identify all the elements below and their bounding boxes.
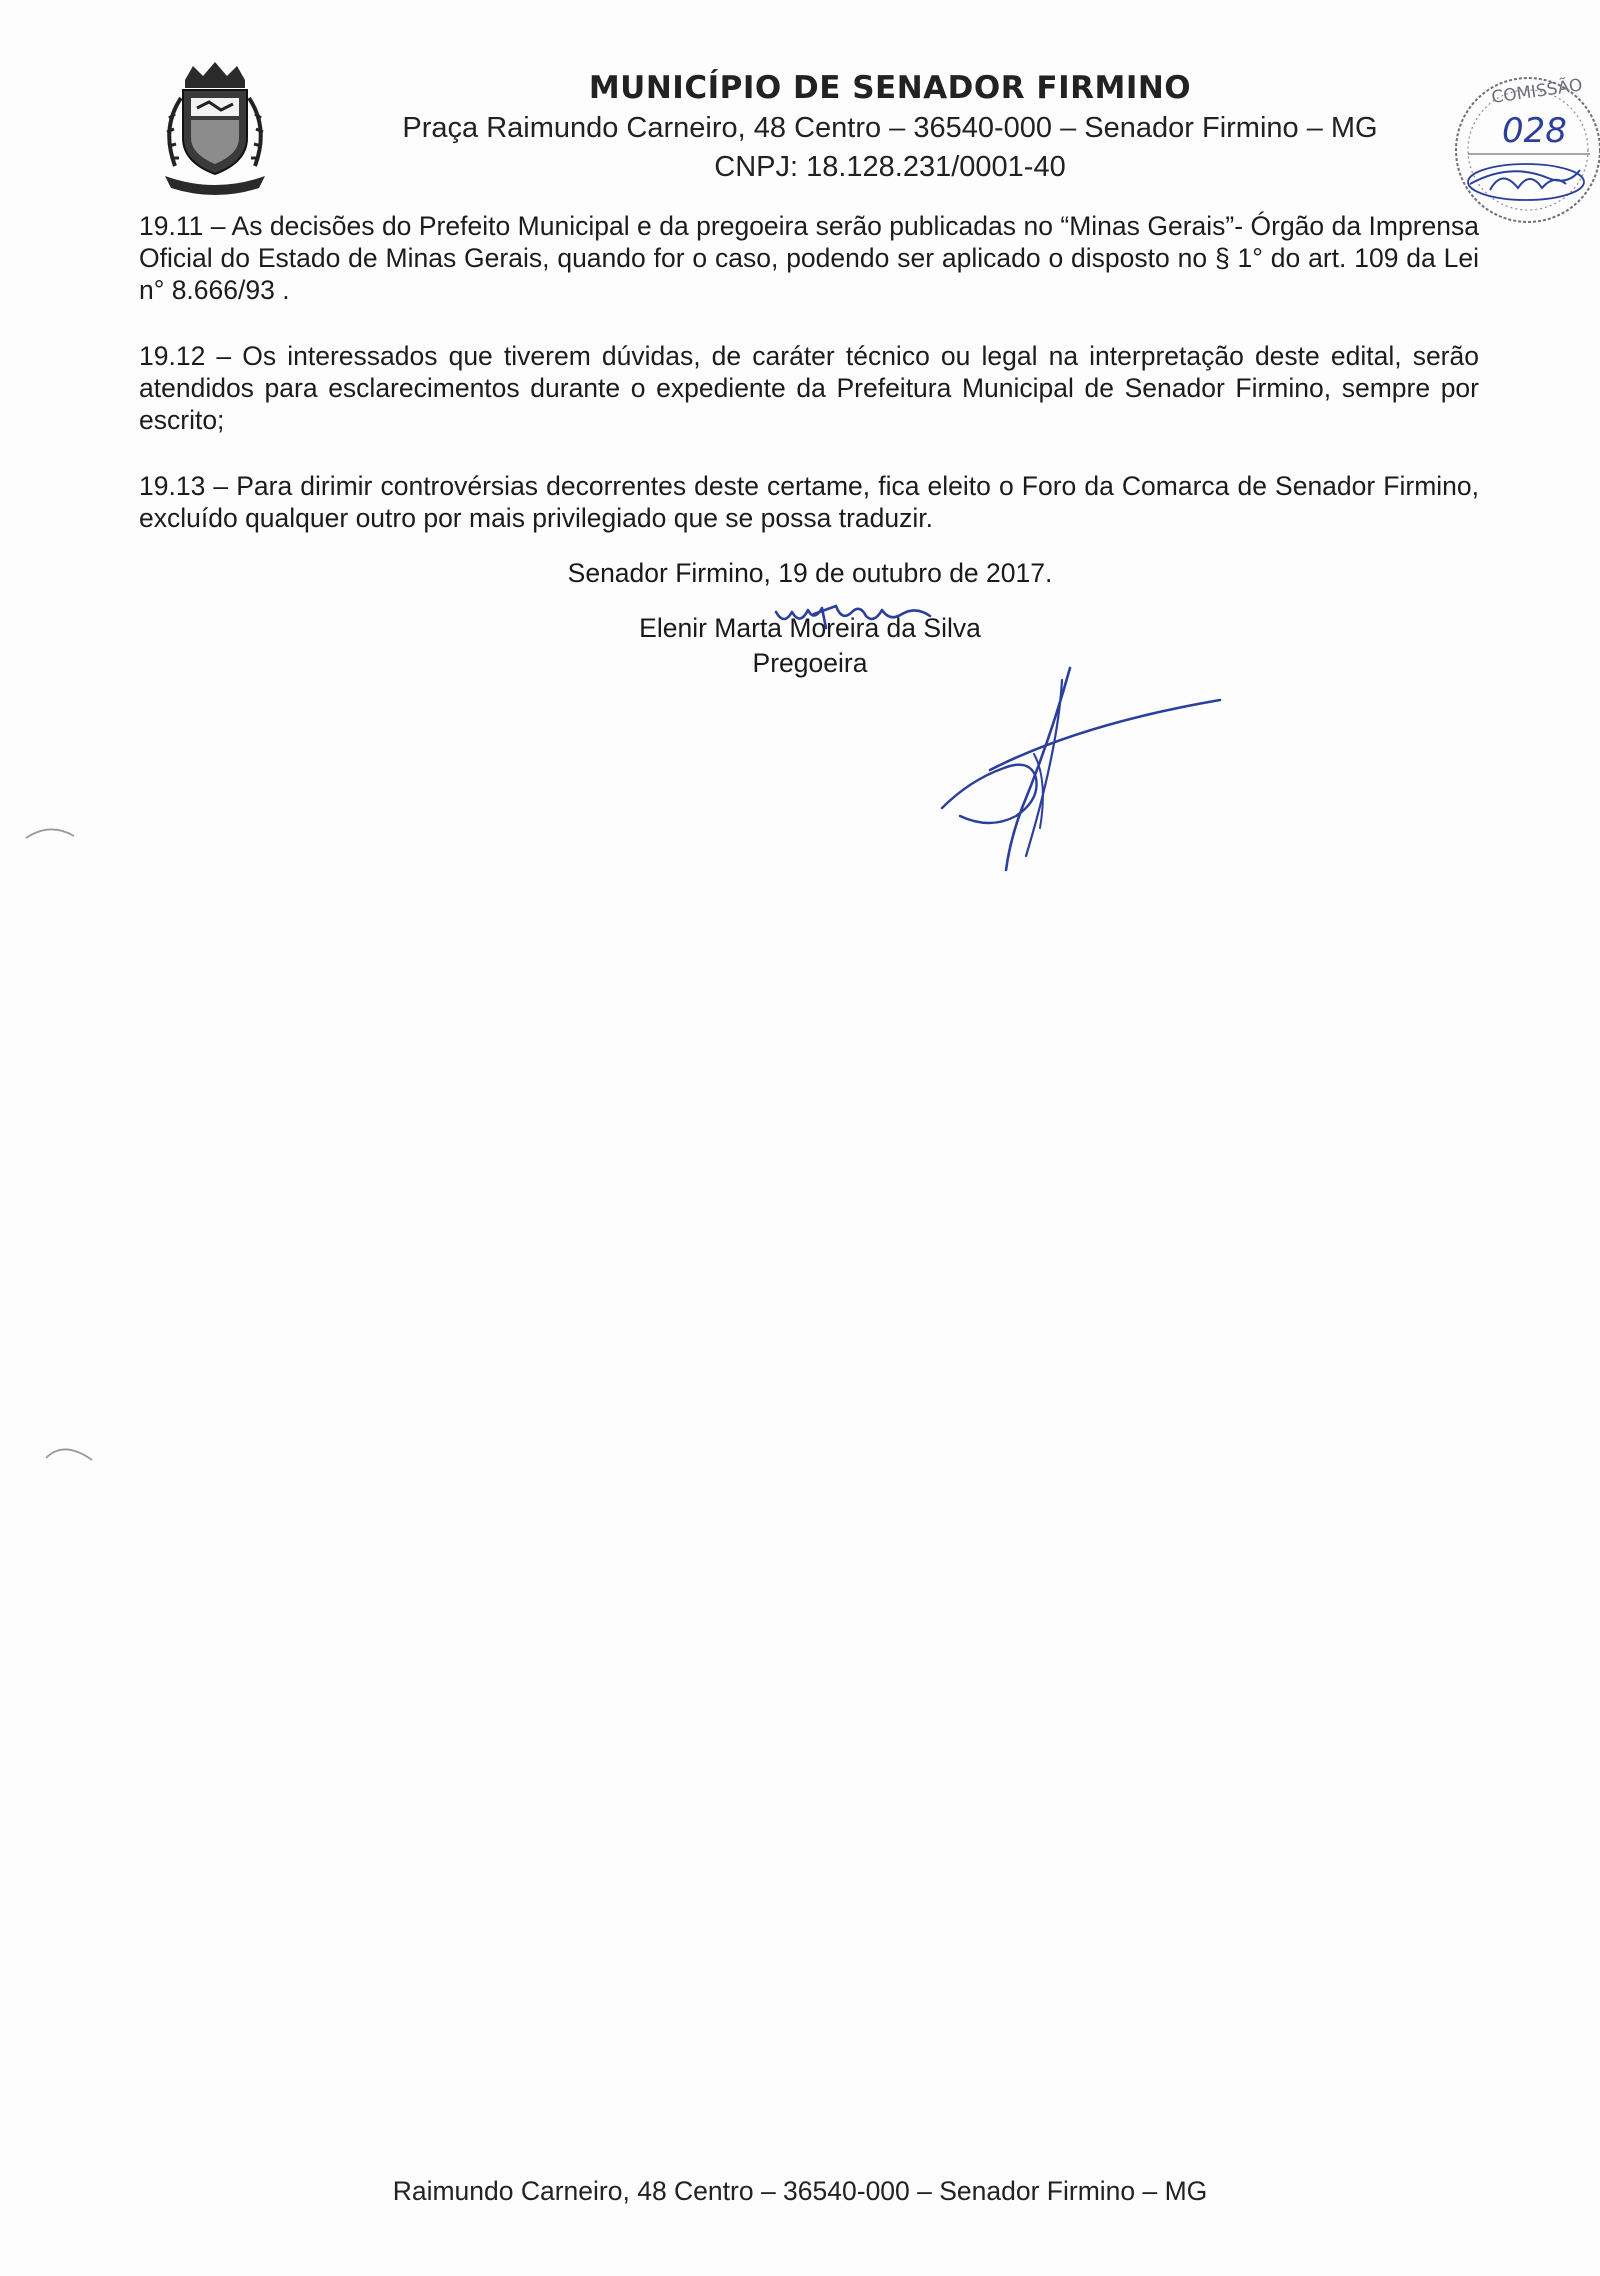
signatory-name: Elenir Marta Moreira da Silva bbox=[639, 613, 981, 643]
signature-date: Senador Firmino, 19 de outubro de 2017. bbox=[567, 558, 1053, 588]
document-body bbox=[139, 210, 1479, 568]
stamp-number: 028 bbox=[1502, 111, 1567, 151]
header-address: Praça Raimundo Carneiro, 48 Centro – 36540-000 – Senador Firmino – MG bbox=[402, 112, 1378, 144]
scan-mark-lower bbox=[40, 1436, 100, 1466]
handwritten-initials bbox=[770, 592, 940, 632]
handwritten-signature bbox=[930, 660, 1230, 880]
header-cnpj: CNPJ: 18.128.231/0001-40 bbox=[714, 151, 1066, 183]
coat-of-arms-logo bbox=[155, 58, 275, 198]
clause-19-13: 19.13 – Para dirimir controvérsias decorrentes deste certame, fica eleito o Foro da Comarca de Senador Firmino, excluído qualquer outro por mais privilegiado que se possa traduzir. bbox=[139, 471, 1479, 533]
clause-19-11: 19.11 – As decisões do Prefeito Municipal e da pregoeira serão publicadas no “Minas Gerais”- Órgão da Imprensa Oficial do Estado de Minas Gerais, quando for o caso, podendo ser aplicado o disposto no § 1° do art. 109 da Lei n° 8.666/93 . bbox=[139, 211, 1479, 305]
svg-text:COMISSÃO: COMISSÃO bbox=[1490, 75, 1584, 108]
letterhead bbox=[360, 70, 1420, 184]
clause-19-12: 19.12 – Os interessados que tiverem dúvidas, de caráter técnico ou legal na interpretação deste edital, serão atendidos para esclarecimentos durante o expediente da Prefeitura Municipal de Senador Firmino, sempre por escrito; bbox=[139, 341, 1479, 435]
signatory-role: Pregoeira bbox=[752, 648, 868, 678]
municipality-title: MUNICÍPIO DE SENADOR FIRMINO bbox=[588, 70, 1192, 106]
footer-address: Raimundo Carneiro, 48 Centro – 36540-000 – Senador Firmino – MG bbox=[392, 2176, 1208, 2206]
scan-mark-upper bbox=[20, 818, 80, 848]
